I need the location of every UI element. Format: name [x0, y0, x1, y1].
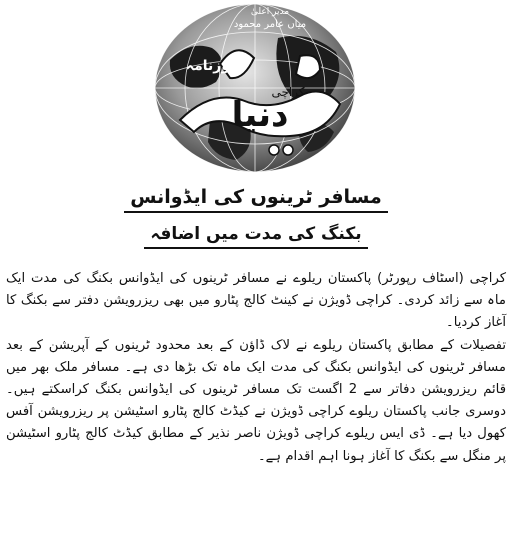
- article-body: [6, 268, 506, 468]
- paper-prefix: روزنامہ: [185, 58, 239, 74]
- article-paragraph: تفصیلات کے مطابق پاکستان ریلوے نے لاک ڈاؤن کے بعد محدود ٹرینوں کے آپریشن کے بعد مسافر ٹرینوں کی ایڈوانس بکنگ کی مدت ایک ماہ تک بڑھا دی ہے۔ مسافر ملک بھر میں قائم ریزرویشن دفاتر سے 2 اگست تک مسافر ٹرینوں کی ایڈوانس بکنگ کراسکتے ہیں۔ دوسری جانب پاکستان ریلوے کراچی ڈویژن نے کیڈٹ کالج پٹارو اسٹیشن پر ریزرویشن آفس کھول دیا ہے۔ ڈی ایس ریلوے کراچی ڈویژن ناصر نذیر کے مطابق کیڈٹ کالج پٹارو اسٹیشن پر منگل سے بکنگ کا آغاز ہونا اہم اقدام ہے۔: [6, 337, 506, 464]
- newspaper-masthead: [150, 0, 360, 174]
- headline-line2: بکنگ کی مدت میں اضافہ: [144, 223, 367, 249]
- article-paragraph: کراچی (اسٹاف رپورٹر) پاکستان ریلوے نے مسافر ٹرینوں کی ایڈوانس بکنگ کی مدت ایک ماہ سے زائد کردی۔ کراچی ڈویژن نے کینٹ کالج پٹارو میں بھی ریزرویشن دفتر سے بکنگ کا آغاز کردیا۔: [6, 271, 506, 331]
- editor-line: مدیر اعلیٰ: [250, 7, 290, 17]
- headline-line1: مسافر ٹرینوں کی ایڈوانس: [124, 186, 388, 213]
- globe-logo: [150, 0, 360, 174]
- headline-block: [0, 186, 512, 249]
- paper-name: دنیا: [231, 95, 289, 135]
- city-label: کراچی: [271, 85, 305, 99]
- editor-name: میاں عامر محمود: [233, 19, 307, 30]
